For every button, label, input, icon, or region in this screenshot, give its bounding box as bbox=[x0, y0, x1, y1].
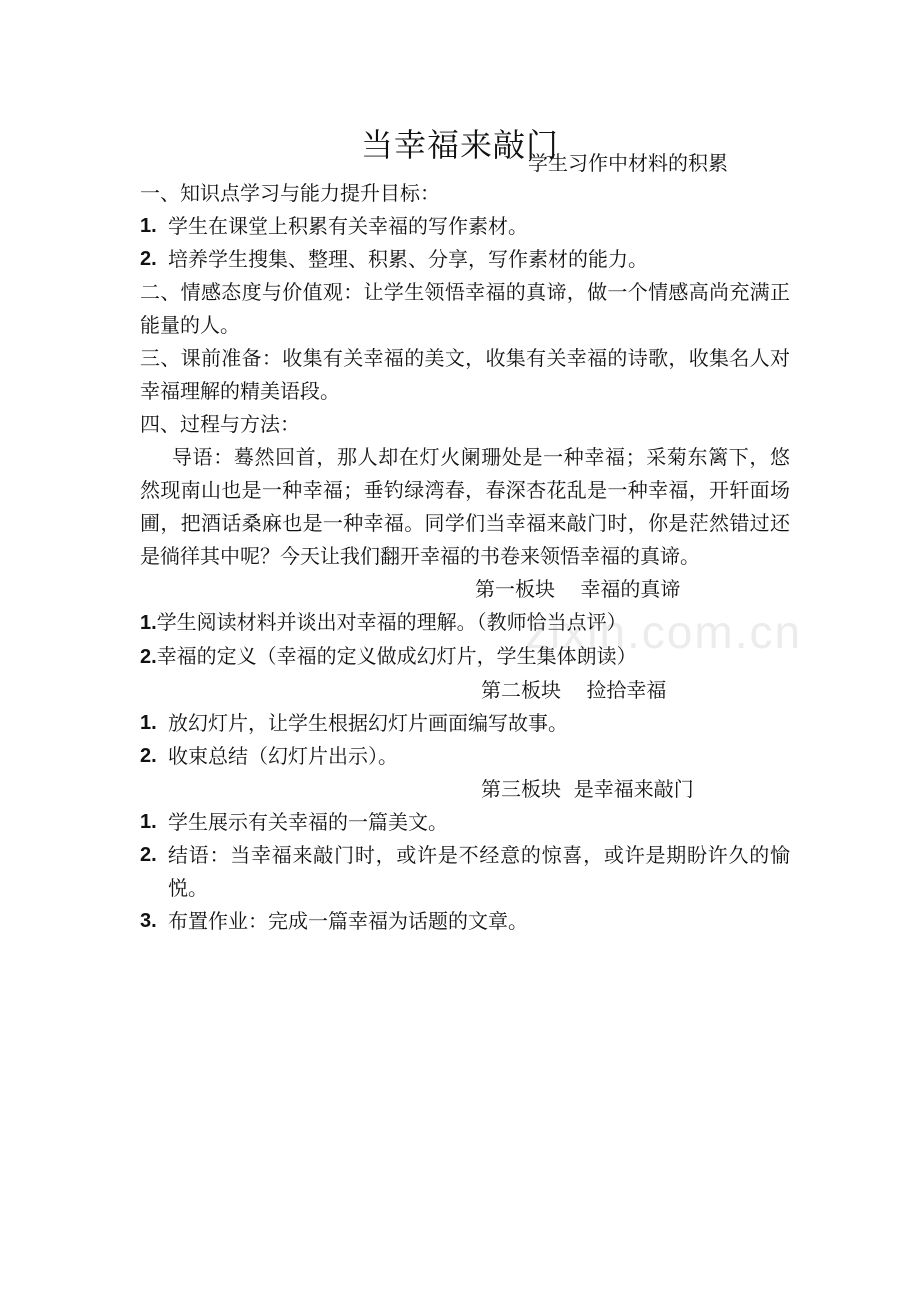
list-text: 结语：当幸福来敲门时，或许是不经意的惊喜，或许是期盼许久的愉悦。 bbox=[168, 843, 790, 900]
list-number: 2. bbox=[140, 248, 157, 270]
section-item bbox=[140, 606, 790, 640]
objectives-heading: 一、知识点学习与能力提升目标： bbox=[140, 181, 440, 205]
section-item bbox=[140, 707, 790, 740]
section-item bbox=[140, 806, 790, 839]
list-number: 3. bbox=[140, 910, 157, 932]
list-number: 1. bbox=[140, 215, 157, 237]
intro-paragraph: 导语：蓦然回首，那人却在灯火阑珊处是一种幸福；采菊东篱下，悠然现南山也是一种幸福；垂钓绿湾春，春深杏花乱是一种幸福，开轩面场圃，把酒话桑麻也是一种幸福。同学们当幸福来敲门时，你是茫然错过还是徜徉其中呢？今天让我们翻开幸福的书卷来领悟幸福的真谛。 bbox=[140, 445, 790, 568]
list-text: 收束总结（幻灯片出示）。 bbox=[168, 744, 398, 768]
objective-item bbox=[140, 243, 790, 276]
section-heading: 第二板块 捡拾幸福 bbox=[481, 678, 667, 702]
list-text: 放幻灯片，让学生根据幻灯片画面编写故事。 bbox=[168, 711, 568, 735]
section-item bbox=[140, 905, 790, 938]
list-number: 1. bbox=[140, 811, 157, 833]
list-text: 幸福的定义（幸福的定义做成幻灯片，学生集体朗读） bbox=[156, 644, 637, 668]
list-text: 学生展示有关幸福的一篇美文。 bbox=[168, 810, 448, 834]
list-number: 1. bbox=[140, 712, 157, 734]
objective-item bbox=[140, 210, 790, 243]
document-title: 当幸福来敲门 bbox=[360, 126, 559, 165]
list-number: 2. bbox=[140, 844, 157, 866]
list-text: 布置作业：完成一篇幸福为话题的文章。 bbox=[168, 909, 528, 933]
values-paragraph: 二、情感态度与价值观：让学生领悟幸福的真谛，做一个情感高尚充满正能量的人。 bbox=[140, 280, 790, 337]
preparation-paragraph: 三、课前准备：收集有关幸福的美文，收集有关幸福的诗歌，收集名人对幸福理解的精美语段。 bbox=[140, 346, 790, 403]
document-subtitle: 学生习作中材料的积累 bbox=[528, 151, 728, 175]
list-text: 学生阅读材料并谈出对幸福的理解。（教师恰当点评） bbox=[156, 610, 627, 634]
section-item bbox=[140, 740, 790, 773]
list-number: 2. bbox=[140, 646, 157, 668]
list-number: 1. bbox=[140, 612, 157, 634]
list-number: 2. bbox=[140, 745, 157, 767]
process-heading: 四、过程与方法： bbox=[140, 412, 300, 436]
document-body bbox=[140, 177, 790, 938]
list-text: 学生在课堂上积累有关幸福的写作素材。 bbox=[168, 214, 528, 238]
section-heading: 第一板块 幸福的真谛 bbox=[475, 577, 681, 601]
section-item bbox=[140, 640, 790, 674]
section-heading: 第三板块 是幸福来敲门 bbox=[481, 777, 694, 801]
section-item bbox=[140, 839, 790, 905]
watermark: zixin.com.cn bbox=[525, 606, 803, 658]
list-text: 培养学生搜集、整理、积累、分享，写作素材的能力。 bbox=[168, 247, 648, 271]
